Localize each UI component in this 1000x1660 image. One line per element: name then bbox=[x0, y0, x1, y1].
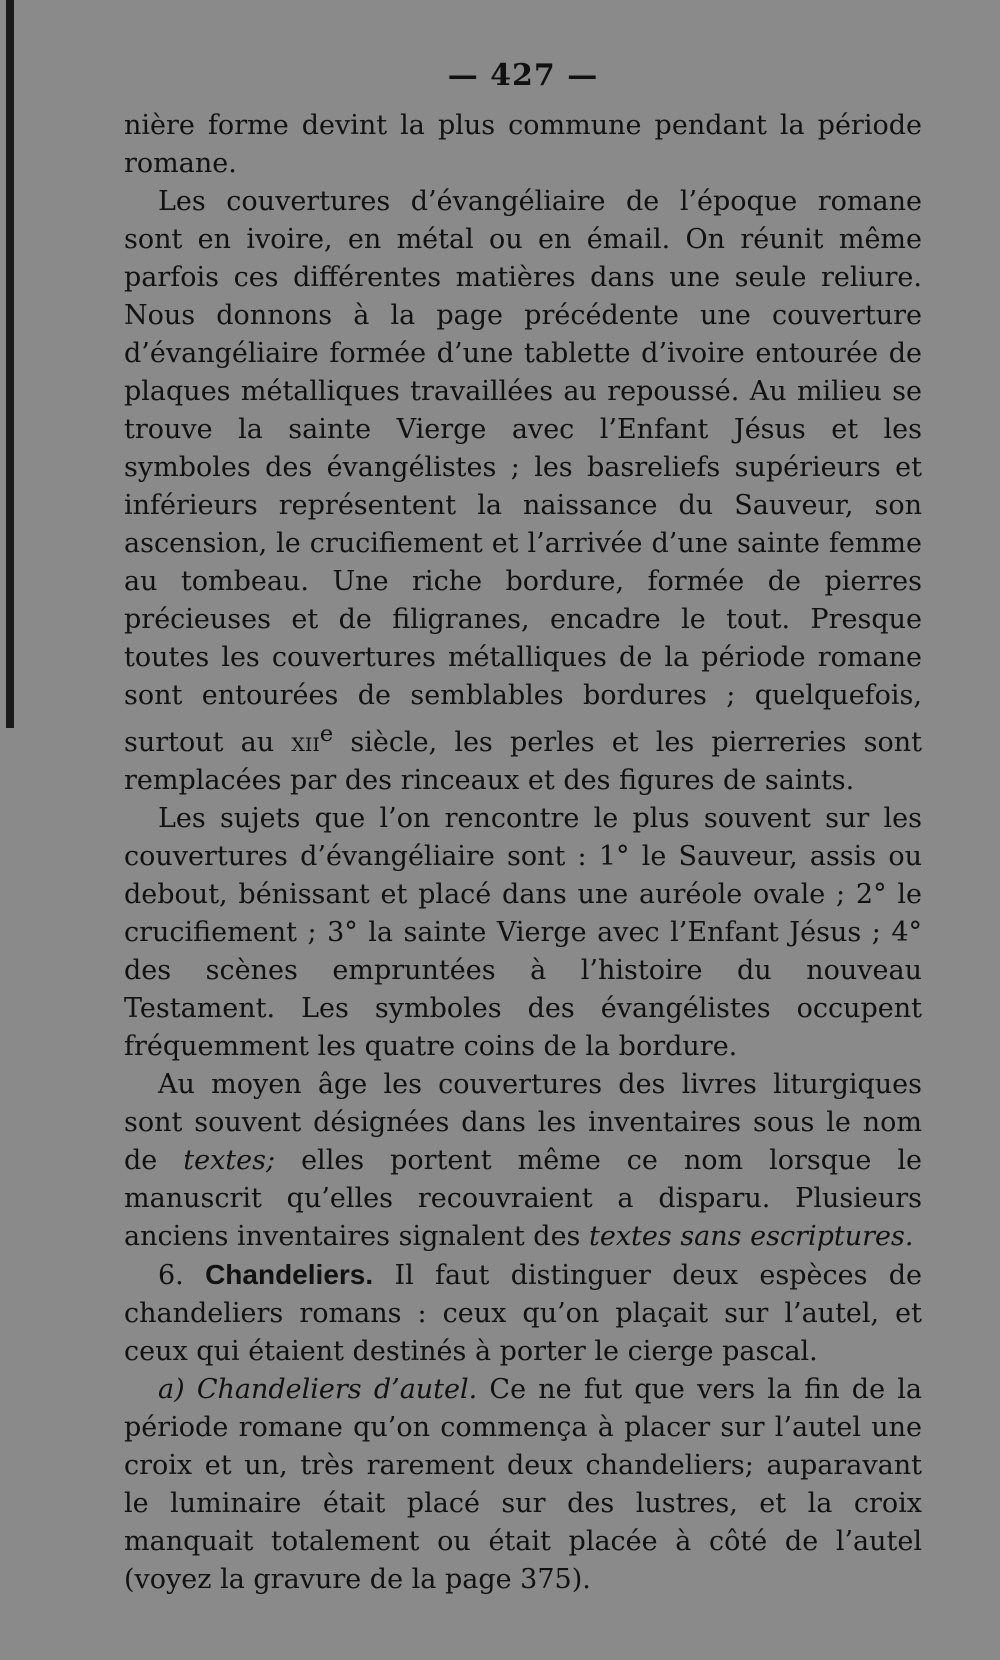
paragraph-2 bbox=[124, 183, 922, 800]
book-page bbox=[124, 58, 922, 1599]
paragraph-4-start: Au moyen âge les couvertures des livres liturgiques sont souvent désignées dans les inventaires sous le nom de bbox=[124, 1069, 922, 1176]
paragraph-3: Les sujets que l’on rencontre le plus souvent sur les couvertures d’évangéliaire sont : 1° le Sauveur, assis ou debout, bénissant et placé dans une auréole ovale ; 2° le crucifiement ; 3° la sainte Vierge avec l’Enfant Jésus ; 4° des scènes empruntées à l’histoire du nouveau Testament. Les symboles des évangélistes occupent fréquemment les quatre coins de la bordure. bbox=[124, 803, 922, 1062]
section-heading-chandeliers: Chandeliers. bbox=[205, 1259, 374, 1290]
page-number: — 427 — bbox=[447, 58, 599, 93]
paragraph-2-text: Les couvertures d’évangéliaire de l’époque romane sont en ivoire, en métal ou en émail. On réunit même parfois ces différentes matières dans une seule reliure. Nous donnons à la page précédente une couverture d’évangéliaire formée d’une tablette d’ivoire entourée de plaques métalliques travaillées au repoussé. Au milieu se trouve la sainte Vierge avec l’Enfant Jésus et les symboles des évangélistes ; les basreliefs supérieurs et inférieurs représentent la naissance du Sauveur, son ascension, le crucifiement et l’arrivée d’une sainte femme au tombeau. Une riche bordure, formée de pierres précieuses et de filigranes, encadre le tout. Presque toutes les couvertures métalliques de la période romane sont entourées de semblables bordures ; quelquefois, surtout au bbox=[124, 186, 922, 758]
paragraph-6 bbox=[124, 1371, 922, 1599]
paragraph-2-end: siècle, les perles et les pierreries sont remplacées par des rinceaux et des figures de saints. bbox=[124, 727, 922, 796]
italic-textes: textes; bbox=[183, 1145, 276, 1176]
paragraph-4-mid: elles portent même ce nom lorsque le manuscrit qu’elles recouvraient a disparu. Plusieurs anciens inventaires signalent des bbox=[124, 1145, 922, 1252]
century-superscript: e bbox=[319, 721, 334, 747]
paragraph-1: nière forme devint la plus commune pendant la période romane. bbox=[124, 110, 922, 179]
paragraph-4 bbox=[124, 1066, 922, 1256]
italic-textes-sans-escriptures: textes sans escriptures. bbox=[589, 1221, 914, 1252]
subsection-heading-chandeliers-autel: a) Chandeliers d’autel. bbox=[158, 1374, 478, 1405]
century-numeral: xii bbox=[291, 727, 320, 758]
paragraph-5-text: Il faut distinguer deux espèces de chandeliers romans : ceux qu’on plaçait sur l’autel, et ceux qui étaient destinés à porter le cierge pascal. bbox=[124, 1260, 923, 1367]
paragraph-5 bbox=[124, 1256, 922, 1371]
paragraph-6-text: Ce ne fut que vers la fin de la période romane qu’on commença à placer sur l’autel une croix et un, très rarement deux chandeliers; auparavant le luminaire était placé sur des lustres, et la croix manquait totalement ou était placée à côté de l’autel (voyez la gravure de la page 375). bbox=[124, 1374, 922, 1595]
scan-edge-shadow bbox=[6, 0, 14, 728]
section-number: 6. bbox=[158, 1260, 206, 1291]
